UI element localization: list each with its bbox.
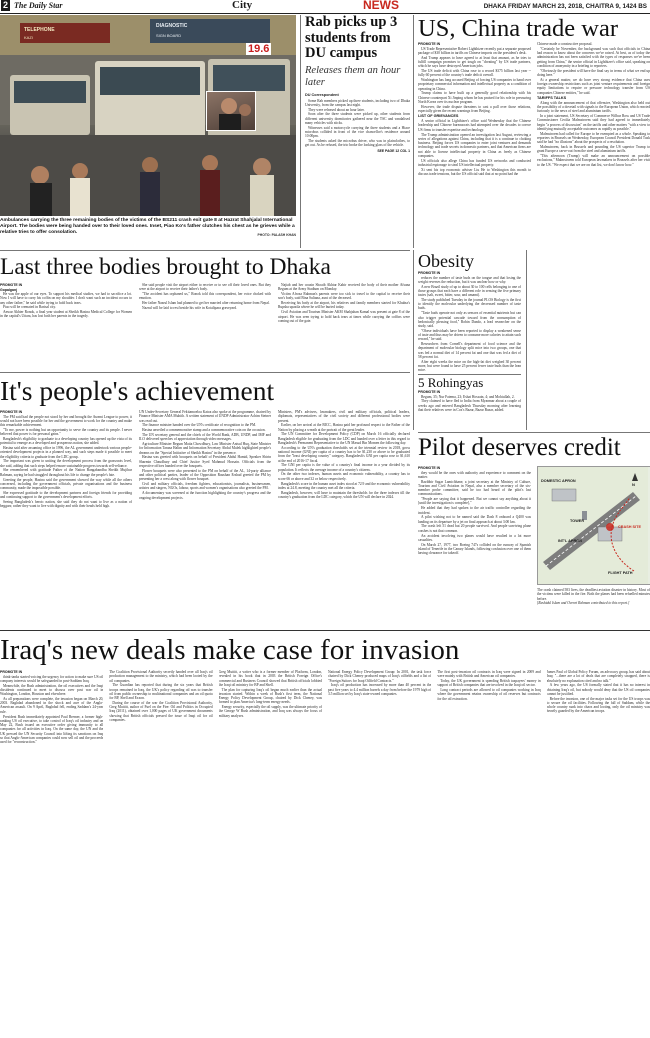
paragraph: Washington has long accused Beijing of forcing US companies to hand over proprietary commercial information and intellectual property as a condition of operating in China. xyxy=(418,78,531,91)
sign-text: KAZI xyxy=(24,35,33,40)
paragraph: However, the trade dispute threatens to cast a pall over those relations, especially given the recent warnings from Beijing. xyxy=(418,104,531,113)
paragraph: Hasina was greeted with bouquets on behalf of President Abdul Hamid, Speaker Shirin Sharmin Chaudhury and Chief Justice Syed Mahmud Hossain. Officials from the respective offices handed over the bouquets. xyxy=(139,455,271,468)
article-column xyxy=(109,670,212,1036)
paragraph: Ministers, PM's advisers, lawmakers, civil and military officials, political leaders, diplomats, representatives of the civil society and different professional bodies were present. xyxy=(278,410,410,423)
headline-achievement: It's people's achievement xyxy=(0,375,275,406)
article-column xyxy=(437,670,540,1036)
paragraph: Witnesses said a motorcycle carrying the three students and a Hiace microbus collided in front of the vice chancellor's residence around 10:00pm. xyxy=(305,125,410,139)
paragraph: Najiab and her cousin Shoaib Akhtar Kabir received the body of their mother Afsana Begum at the Army Stadium on Monday. xyxy=(278,283,410,292)
paragraph: Hasina unveiled a commemorative stamp and a commemorative coin on the occasion. xyxy=(142,428,266,433)
bus-number: 19.6 xyxy=(248,43,270,55)
paragraph: She expressed gratitude to the development partners and foreign friends for providing and continuing support to the government's development efforts. xyxy=(0,490,132,500)
paragraph: Civil and military officials, freedom fighters, educationists, journalists, businessmen, artistes and singers, NGOs, labour, sports and women's organisations also greeted the PM. xyxy=(139,482,271,491)
article-column xyxy=(139,410,271,628)
paragraph: Seeing Bangladesh's heroic nation, she said they do not want to live as a nation of beggars; rather they want to live with dignity and with their heads held high. xyxy=(0,500,132,509)
paragraph: Piao will be cremated in Barisal city. xyxy=(3,305,56,310)
paragraph: Researchers from Cornell's department of food science and the department of molecular biology split mice into two groups, one that was fed a normal diet of 14 percent fat and one that was fed a diet of 58 percent fat. xyxy=(418,342,521,359)
section-label-news: NEWS xyxy=(363,0,399,12)
paragraph: On the other two indexes, human assets and economic vulnerability, a country has to score 66 or above and 32 or below respectively. xyxy=(278,472,410,481)
photo-caption xyxy=(0,218,296,237)
paragraph: Receiving his body at the airport, his relatives and family members started for Khulna's Rupsha upazila where he will be buried today. xyxy=(278,301,410,310)
sign-text: SIGN BOARD xyxy=(156,33,182,38)
paragraph: Greg Muttitt, a writer who is a former member of Platform, London, revealed in his book that in 2003 the British Foreign Office's commercial and Business Council showed that British officials lobbied the Iraqi oil ministry for BP and Shell. xyxy=(218,670,322,687)
paragraph: "Obviously the president will have the final say in terms of what we end up doing here." xyxy=(537,68,650,77)
article-column xyxy=(278,410,410,628)
paragraph: Bangladesh's score in the human asset index stood at 72.9 and the economic vulnerability index at 24.8, meeting the country met all the criteria. xyxy=(278,481,410,490)
paragraph: Some Rab members picked up three students, including two of Dhaka University, from the campus last night. xyxy=(305,98,410,107)
paragraph: The Trump administration opened an investigation last August, reviewing a series of allegations against China, including that it is a continue to choking business. Beijing forces US companies to enter joint ventures and demands technology and trade secrets in domestic partners, and that American firms are not able to license intellectual property in China as freely as Chinese companies. xyxy=(418,132,531,158)
paragraph: they would be the ones with authority and experience to comment on the matter. xyxy=(418,470,531,479)
paragraph: Iraq's oil production has increased by more than 40 percent in the past five years to 4.4 million barrels a day from before the 1979 high of 3.5 million set by Iraq's state-owned companies. xyxy=(327,683,432,696)
paragraph: James Paul of Global Policy Forum, an advocacy group, has said about Iraq: "...there are a lot of deals that are completely strapped, there is absolutely no explanation cited and no talk." xyxy=(546,670,650,683)
paragraph: An accident involving two planes would have resulted in a lot more casualties. xyxy=(418,533,531,542)
paragraph: They were released about an hour later. xyxy=(308,107,365,112)
paragraph: The first post-invasion oil contracts in Iraq were signed in 2009 and were mainly with British and American oil companies. xyxy=(437,670,541,679)
paragraph: The Guardian has reported that during the six years that British troops remained in Iraq, the UK's policy regarding oil was to transfer oil from public ownership to multinational companies and an oil quota for BP, Shell and Exxon. xyxy=(109,683,213,701)
paragraph: Anwar Akhter Ronok, a final year student at Sheikh Hasina Medical College for Women in the capital's Uttara, has lost both her parents in the tragedy. xyxy=(0,310,132,319)
credit-note: [Rashidul Islam and Ovenri Rahman contributed to this report.] xyxy=(537,601,630,606)
paragraph: Malmstroem, back in Brussels and pounding the US superior Trump to grant Europe a carve-out from the steel and aluminium tariffs. xyxy=(537,145,650,154)
paragraph: The PM said had the people not stood by her and brought the Awami League to power, it would not have been possible for her and the government to work for the country and make this remarkable achievement. xyxy=(0,414,132,427)
article-iraq xyxy=(0,670,650,1036)
map-label: INT'L APRON xyxy=(558,539,582,543)
paragraph: "People are saying that it happened. But we cannot say anything about it [until the investigation is complete]," xyxy=(418,497,531,506)
location: Gopalganj xyxy=(0,287,18,292)
paragraph: The UN secretary general and the chiefs of the World Bank, ADB, UNDP, and IMF and ILO delivered speeches of appreciation through video messages. xyxy=(139,433,271,442)
paragraph: She said people visit the airport either to receive or to see off their loved ones. But they were at the airport to receive their father's body. xyxy=(139,283,271,292)
paragraph: UN Under-Secretary General Fekitamoeloa Katoa also spoke at the programme, chaired by Finance Minister AMA Muhith. A written statement of UNDP Administrator Achim Steiner was read out. xyxy=(139,410,271,423)
article-column xyxy=(537,42,650,246)
paragraph: "Obese individuals have been reported to display a weakened sense of taste and thus may be driven to consume more calories to attain such reward," he said. xyxy=(418,328,521,342)
article-pilot xyxy=(418,466,650,628)
paragraph: Begum, 35; Nur Fatema, 23; Eshat Hossain, 4; and Mohiullah, 2. xyxy=(421,394,515,399)
article-achievement xyxy=(0,410,410,628)
paragraph: US Trade Representative Robert Lighthizer recently put a separate proposed package of $30 billion in tariffs on Chinese imports on the president's desk. xyxy=(418,46,531,55)
north-arrow-label: N xyxy=(632,482,635,487)
paragraph: The crash left 51 dead but 20 people survived. And people surviving plane crashes is not that common. xyxy=(418,524,531,533)
paragraph: Along with the announcement of that offensive, Washington also held out the possibility of a dovetail with signals to the European Union, which reacted furiously to the news of steel and aluminium tariffs. xyxy=(537,100,650,114)
paragraph: He was the apple of our eyes. To support his medical studies, we had to sacrifice a lot. Now I will have to carry his coffin on my shoulder. I don't want such an incident occurs to any other father," he said while trying to hold back tears. xyxy=(0,292,132,305)
paragraph: Energy security, especially the oil supply, was the ultimate priority of the George W Bush administration, and Iraq was always the focus of military analyses. xyxy=(218,705,322,718)
paragraph: In a joint statement, US Secretary of Commerce Wilbur Ross and US Trade Commissioner Cecilia Malmstroem said they had agreed to immediately begin "a process of discussion" on the tariffs and other matters "with a view to identifying mutually acceptable outcomes as rapidly as possible." xyxy=(537,114,650,131)
paragraph: Long contract periods are allowed to oil companies working in Iraq where the government retains ownership of oil reserves but contracts for the oil extraction. xyxy=(437,688,541,701)
date-line: DHAKA FRIDAY MARCH 23, 2018, CHAITRA 9, 1424 BS xyxy=(483,3,647,10)
article-column xyxy=(0,410,132,628)
paragraph: Bangladesh's eligibility to graduate to a developing country has opened up the vista of its potential to emerge as a developed and prosperous nation, she added. xyxy=(0,436,132,446)
paragraph: Soon after the three students were picked up, other students from different university dormitories gathered near the TSC and vandalised many vehicles with sticks. xyxy=(305,112,410,125)
paragraph: A documentary was screened at the function highlighting the country's progress and the ongoing development projects. xyxy=(139,491,271,500)
paragraph: A new Brazil study of up to about 30 to 100 cells belonging to one of those groups that each have a different role in sensing the five primary tastes (salt, sweet, bitter, sour, and umami). xyxy=(418,284,521,298)
headline-us-china: US, China trade war xyxy=(418,15,619,42)
paragraph: Before the invasion, one of the major tasks set for the US troops was to secure the oil facilities. Following the fall of Saddam, while the whole country sunk into chaos and looting, only the oil ministry was heavily guarded by the American troops. xyxy=(546,696,650,714)
dateline: PROMOTE IN xyxy=(0,670,23,674)
caption-text: Ambulances carrying the three remaining bodies of the victims of the BS211 crash exit gate 8 at Hazrat Shahjalal International Airport. The bodies were being handed over to their loved ones. Inset, Piao Ko's father clutches his chest as he grieves while a relative tries to offer consolation. xyxy=(0,218,295,236)
dateline: PROMOTE IN xyxy=(418,466,441,470)
paragraph: Malmstroem had called for Europe to be exempted as a whole. Speaking to reporters in Brussels on Wednesday, European Council President Donald Tusk said he had "no illusions" about the prospects of a resolution. xyxy=(537,131,650,145)
paragraph: Xi sent his top economic adviser Liu He to Washington this month to discuss trade tensions, but the US official said that at no point had the xyxy=(418,167,531,176)
article-column xyxy=(537,466,650,628)
continued-link[interactable]: SEE PAGE 12 COL 1 xyxy=(377,148,410,153)
paragraph: "Certainly be November, the background was such that officials in China had reason to know about the concerns we've raised. At best, as of today the administration has not been satisfied with the types of responses we've been getting from China," the senior official in Lighthizer's office said, speaking on condition of anonymity in a briefing to reporters. xyxy=(537,46,650,68)
paragraph: The Coalition Provisional Authority secretly handed over all Iraq's oil production management to the ministry, which had been looted by the oil companies. xyxy=(109,670,213,683)
paragraph: During the course of the war the Coalition Provisional Authority, Greg Muttitt, author of Fuel on the Fire: Oil and Politics in Occupied Iraq (2011), obtained over 1,000 pages of UK government documents showing that British officials pressed the issue of Iraqi oil for oil companies. xyxy=(109,700,213,722)
paragraph: "The accident has orphaned us," Ronok told this correspondent, her voice choked with emotion. xyxy=(139,292,271,301)
dateline: PROMOTE IN xyxy=(418,390,441,394)
map-label: CRASH SITE xyxy=(618,525,641,529)
paragraph: The UN Committee for Development Policy (CDP) on March 16 officially declared Bangladesh eligible for graduating from the LDC and handed over a letter in this regard to Bangladesh's Permanent Representative to the UN Masud Bin Momen the following day. xyxy=(278,432,410,445)
map-label: FLIGHT PATH xyxy=(608,571,633,575)
paragraph: And Trump appears to have agreed to at least that amount, as he tries to fulfill campaign promises to get tough on "cheating" by US trade partners, which he says have destroyed American jobs. xyxy=(418,55,531,69)
headline-obesity: Obesity xyxy=(418,252,474,271)
paragraph: Agriculture Minister Begum Matia Chowdhury, Law Minister Anisul Huq, State Minister for Information Tarana Halim and Information Secretary Abdul Malek highlighted people's dreams on the "Special Initiative of Sheikh Hasina" in the presence. xyxy=(139,442,271,455)
paragraph: Bangladesh, however, will have to maintain the thresholds for the three indexes till the country's graduation from the LDC category, which the UN will declare in 2024. xyxy=(278,490,410,499)
map-label: DOMESTIC APRON xyxy=(541,479,576,483)
headline-rohingyas: 5 Rohingyas xyxy=(418,376,484,390)
paragraph: Earlier, on her arrival at the BICC, Hasina paid her profound respect to the Father of the Nation by placing a wreath at the portrait of the great leader. xyxy=(278,423,410,432)
subhead: LIST OF GRIEVANCES xyxy=(418,114,459,119)
map-label: TOWER xyxy=(570,519,585,523)
article-columns xyxy=(418,42,650,246)
paragraph: Trump claims to have built up a generally good relationship with his Chinese counterpart Xi Jinping whom he has praised for his role in pressuring North Korea over its nuclear program. xyxy=(418,91,531,104)
masthead xyxy=(0,0,650,14)
dateline: PROMOTE IN xyxy=(418,42,441,46)
article-column xyxy=(278,283,410,368)
article-rohingyas xyxy=(418,376,521,430)
article-column xyxy=(547,670,650,1036)
paragraph: A few years ago, the US formally stated that it has no interest in obtaining Iraq's oil, but nobody would deny that the US oil companies cannot be justified. xyxy=(546,683,650,696)
paragraph: Chinese made a constructive proposal. xyxy=(537,42,593,46)
paragraph: "Taste buds operate not only as sensors of essential nutrients but can also trigger potential cascade toward from the consumption of hedonically pleasing food," Robin Dando, a lead researcher on the study, said. xyxy=(418,311,521,329)
paragraph: A senior official in Lighthizer's office said Wednesday that the Chinese leadership and Chinese bureaucrats had attempted over the decades to coerce US firms to transfer expertise and technology. xyxy=(418,119,531,132)
article-bodies xyxy=(0,283,410,368)
article-column xyxy=(219,670,322,1036)
photo-inset xyxy=(206,91,256,131)
photo-credit: PHOTO: PALASH KHAN xyxy=(257,232,296,237)
paragraph: Nazrul will be laid to rest beside his wife in Kotalipara graveyard. xyxy=(142,306,238,311)
headline-pilot: Pilot deserves credit xyxy=(418,434,621,461)
article-column xyxy=(418,466,531,628)
subhead: TARIFFS TALKS xyxy=(537,95,567,100)
paragraph: A pilot wishing not to be named said the Dash 8 onboard a Q400 was landing on its departure by a jet on final approach at about 3:00 km. xyxy=(418,515,531,524)
article-column xyxy=(0,670,103,1036)
paragraph: On March 27, 1977, two Boeing 747s collided on the runway of Spanish island of Tenerife in the Canary Islands, following confusion over one of them having clearance for takeoff. xyxy=(418,542,531,556)
paragraph: Greeting the people, Hasina said the government showed the way while all the others concerned, including the government officials, private organisations and the business community, made the impossible possible. xyxy=(0,477,132,491)
newspaper-logo: The Daily Star xyxy=(14,1,63,10)
paragraph: She remembered with gratitude Father of the Nation Bangabandhu Sheikh Mujibur Rahman, saying he had struggled throughout his life to change the people's fate. xyxy=(0,468,132,477)
byline: DU Correspondent xyxy=(305,92,339,97)
paragraph: They claimed to have fled to India from Myanmar about a couple of weeks ago and entered Bangladesh Thursday morning after learning that their relatives were in Cox's Bazar, Bazar Bazar, added. xyxy=(418,399,521,412)
paragraph: reduces the number of taste buds on the tongue and that losing the weight reverses the reduction, but it was unclear how or why. xyxy=(418,275,521,284)
news-photo xyxy=(0,15,296,216)
paragraph: The finance minister handed over the UN's certificate of recognition to the PM. xyxy=(142,423,257,428)
paragraph: Today, the UK government is spending British taxpayers' money in support of British companies that are involved in the Iraqi oil sector. xyxy=(437,679,541,688)
paragraph: think-tanks started voicing the urgency for action to make sure US oil company interests would be safeguarded in post-Saddam Iraq. xyxy=(0,674,104,683)
paragraph: Hasina said after assuming office in 1996, the AL government undertook various people-oriented development projects in a planned way, and such steps made it possible to meet the eligibility criteria to graduate from the LDC group. xyxy=(0,446,132,459)
subhead-rab: Releases them an hour later xyxy=(305,64,401,88)
article-column xyxy=(328,670,431,1036)
paragraph: The important was given to uniting the development process from the grassroots level, she said, adding that such steps helped ensure sustainable progress towards self-reliance. xyxy=(0,459,132,468)
paragraph: As all preparations were complete, the invasion began on March 20, 2003. Baghdad abandoned in the shock and awe of the Anglo-American assault. On 9 April, Baghdad fell, ending Saddam's 24-year rule. xyxy=(0,696,104,714)
paragraph: The US trade deficit with China rose to a record $375 billion last year -- fully 60 percent of the country's trade deficit overall. xyxy=(418,68,531,78)
paragraph: He added that they had spoken to the air traffic controller regarding the incident. xyxy=(418,506,531,515)
paragraph: Meanwhile, the Bush administration, the oil executives and the Iraqi dissidents continued to meet to discuss over post war oil in Washington, London, Houston and elsewhere. xyxy=(0,683,104,697)
dateline: PROMOTE IN xyxy=(418,271,441,275)
paragraph: National Energy Policy Development Group: In 2001, the task force chaired by Dick Cheney produced maps of Iraq's oilfields and a list of "Foreign Suitors for Iraqi Oilfield Contracts." xyxy=(327,670,432,683)
paragraph: "This afternoon (Trump) will make an announcement on possible exclusions," Malmstroem told European lawmakers in Brussels after her visit to the US. "We expect that we are on that list, we don't know how." xyxy=(537,154,650,167)
crash-map xyxy=(537,466,650,585)
paragraph: According to the UN's graduation thresholds set at the triennial review in 2018, gross national income (GNI) per capita of a country has to be $1,230 or above to be graduated from the "least developing country" category. Bangladesh's GNI per capita rose to $1,610 at the end of 2016-17 fiscal. xyxy=(278,445,410,463)
paragraph: Civil Aviation and Tourism Minister AKM Shahjahan Kamal was present at gate 8 of the airport. He was seen trying to hold back tears at times while carrying the coffins were coming out of the gate. xyxy=(278,310,410,323)
paragraph: The crash claimed 583 lives, the deadliest aviation disaster in history. Most of the victims were killed in the fire. Both the planes had been refuelled minutes before. xyxy=(537,588,650,601)
paragraph: Flower bouquets were also presented to the PM on behalf of the AL, 14-party alliance and other political parties, leader of the Opposition Raushan Ershad greeted the PM by presenting her a crest along with flower bouquet. xyxy=(139,468,271,482)
article-us-china xyxy=(418,15,650,248)
headline-rab: Rab picks up 3 students from DU campus xyxy=(305,15,398,61)
paragraph: The plan for capturing Iraq's oil began much earlier than the actual invasion started. Within a week of Bush's first term, the National Energy Policy Development Group, chaired by Dick Cheney, was formed to plan America's long-term energy needs. xyxy=(218,687,322,705)
paragraph: President Bush immediately appointed Paul Bremer, a former high-ranking US oil executive, to take control of Iraq's oil industry and on May 22, Bush issued an executive order giving immunity to all companies for all activities in Iraq. On the same day, the UN and the UK pressed the UN Security Council into lifting its sanctions on Iraq so that Anglo-American companies could now sell oil and the proceeds used for "reconstruction." xyxy=(0,714,104,745)
section-label-city: City xyxy=(232,0,253,11)
paragraph: The GNI per capita is the value of a country's final income in a year divided by its population. It reflects the average income of a country's citizens. xyxy=(278,463,410,472)
headline-iraq: Iraq's new deals make case for invasion xyxy=(0,634,460,666)
sign-text: TELEPHONE xyxy=(24,27,55,33)
page-number: 2 xyxy=(2,0,8,10)
paragraph: The students asked the microbus driver, who was in plainclothes, to get out. As he refused, the trio broke the looking glass of the vehicle. xyxy=(305,139,410,148)
paragraph: "To me, power is nothing but an opportunity to serve the country and its people. I never believed that power is for personal gains." xyxy=(0,427,132,437)
article-column xyxy=(139,283,271,368)
article-rab xyxy=(305,15,410,248)
paragraph: After eight weeks the mice on the high-fat diet weighed 30 percent more, but were found to have 25 percent fewer taste buds than the lean mice. xyxy=(418,359,521,372)
dateline: PROMOTE IN xyxy=(0,283,23,287)
dateline: PROMOTE IN xyxy=(0,410,23,414)
paragraph: Victim Afroza Rahman's parents were too sick to travel to the capital to receive their son's body, said Bina Sultana, aunt of the deceased. xyxy=(278,292,410,301)
paragraph: US officials also allege China has funded US networks and conducted industrial espionage to steal US intellectual property. xyxy=(418,158,531,167)
sign-text: DIAGNOSTIC xyxy=(156,23,188,29)
headline-bodies: Last three bodies brought to Dhaka xyxy=(0,254,331,280)
paragraph: At a general matter, we do have very strong evidence that China uses foreign ownership restrictions such as joint venture requirements and foreign equity limitations to require or pressure technology transfer from US companies Chinese entities," he said. xyxy=(537,77,650,95)
article-column xyxy=(418,42,531,246)
paragraph: Her father Nazrul Islam had planned to get her married after returning home from Nepal. xyxy=(142,301,270,306)
paragraph: Razibbir Sagar Lamichhane, a joint secretary at the Ministry of Culture, Tourism and Civil Aviation in Nepal, also a member secretary of the six-member probe committee, said he too had heard of the pilot's last communications. xyxy=(418,479,531,497)
article-obesity xyxy=(418,252,521,372)
paragraph: The study published Tuesday in the journal PLOS Biology is the first to identify the molecular underlying the decreased number of taste buds. xyxy=(418,297,521,311)
article-column xyxy=(0,283,132,368)
